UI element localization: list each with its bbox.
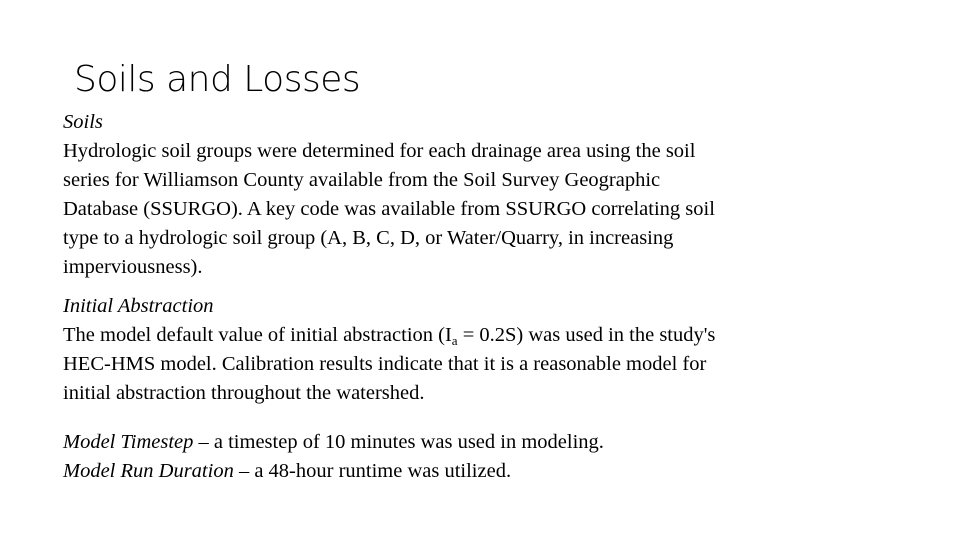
section-spacer [63, 282, 913, 292]
slide-body [63, 108, 913, 486]
model-run-duration-text: – a 48-hour runtime was utilized. [233, 460, 512, 482]
model-timestep-line [63, 428, 913, 457]
soils-text-line-4: type to a hydrologic soil group (A, B, C, D, or Water/Quarry, in increasing [63, 227, 674, 249]
model-run-duration-label: Model Run Duration [63, 460, 234, 482]
slide-title: Soils and Losses [74, 59, 361, 100]
model-timestep-text: – a timestep of 10 minutes was used in modeling. [193, 431, 604, 453]
initial-abstraction-text-line-2: HEC-HMS model. Calibration results indicate that it is a reasonable model for [63, 353, 707, 375]
soils-heading: Soils [63, 111, 103, 133]
initial-abstraction-subscript: a [451, 333, 458, 348]
initial-abstraction-text-part-1: The model default value of initial abstraction (I [63, 324, 452, 346]
section-spacer [63, 408, 913, 428]
model-timestep-label: Model Timestep [63, 431, 194, 453]
initial-abstraction-text-line-3: initial abstraction throughout the watershed. [63, 382, 425, 404]
initial-abstraction-text-line-1 [63, 321, 913, 350]
soils-text-line-3: Database (SSURGO). A key code was available from SSURGO correlating soil [63, 198, 715, 220]
soils-text-line-5: imperviousness). [63, 256, 203, 278]
soils-text-line-2: series for Williamson County available from the Soil Survey Geographic [63, 169, 661, 191]
initial-abstraction-heading: Initial Abstraction [63, 295, 214, 317]
initial-abstraction-text-part-2: = 0.2S) was used in the study's [457, 324, 716, 346]
soils-text-line-1: Hydrologic soil groups were determined for each drainage area using the soil [63, 140, 696, 162]
model-run-duration-line [63, 457, 913, 486]
